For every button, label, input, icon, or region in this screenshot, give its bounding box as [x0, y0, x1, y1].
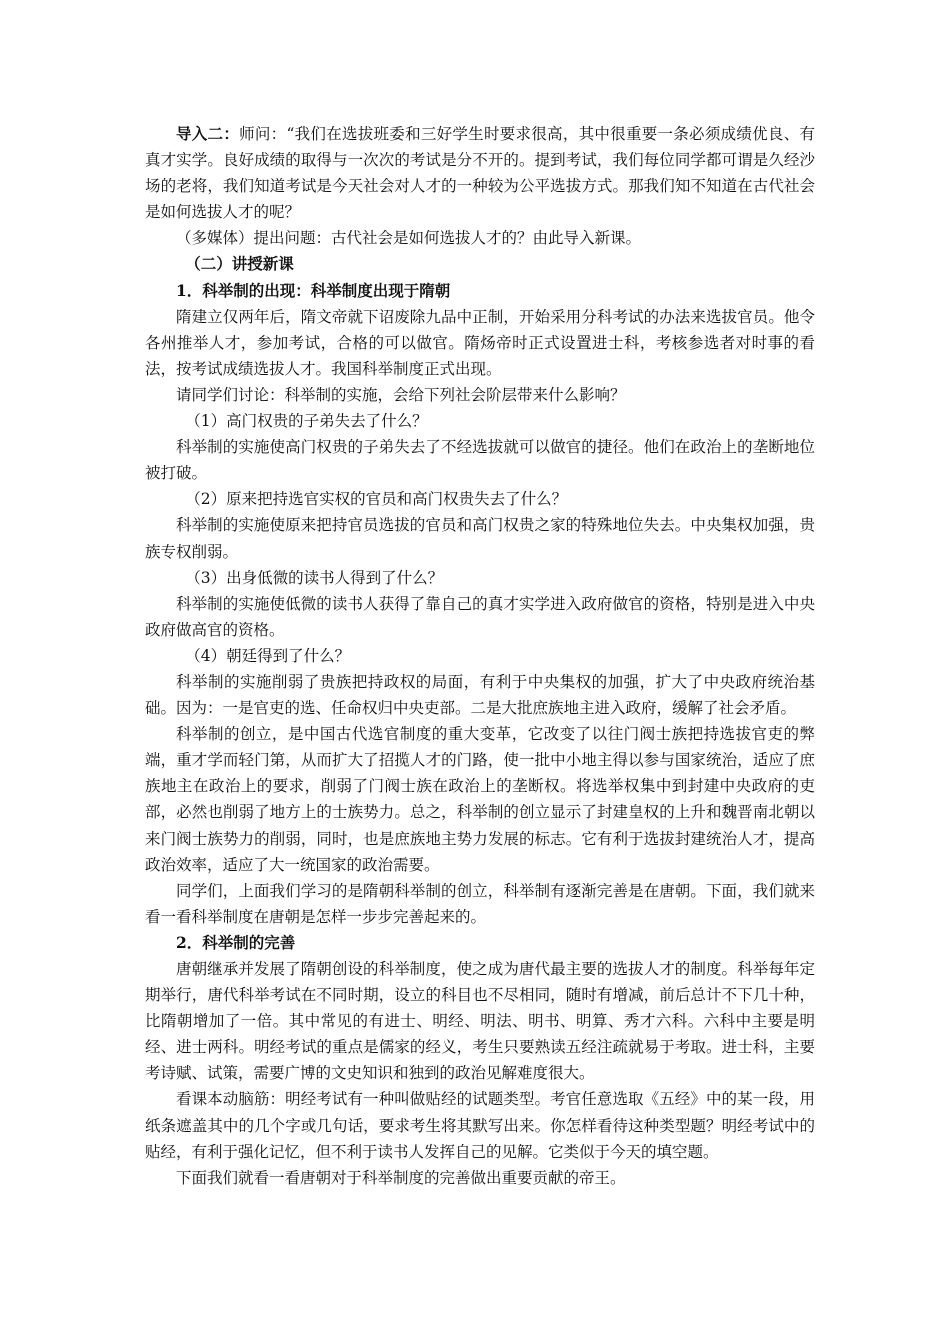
answer-3: 科举制的实施使低微的读书人获得了靠自己的真才实学进入政府做官的资格，特别是进入中央政府做高官的资格。 — [145, 594, 815, 639]
topic2-heading: 2．科举制的完善 — [176, 932, 296, 952]
answer-1: 科举制的实施使高门权贵的子弟失去了不经选拔就可以做官的捷径。他们在政治上的垄断地位被打破。 — [145, 438, 815, 483]
discussion-prompt: 请同学们讨论：科举制的实施，会给下列社会阶层带来什么影响？ — [176, 385, 626, 404]
question-1: （1）高门权贵的子弟失去了什么？ — [185, 412, 428, 431]
topic1-paragraph: 隋建立仅两年后，隋文帝就下诏废除九品中正制，开始采用分科考试的办法来选拔官员。他令各州推举人才，参加考试，合格的可以做官。隋炀帝时正式设置进士科，考核参选者对时事的看法，按考试成绩选拔人才。我国科举制度正式出现。 — [145, 307, 815, 378]
intro-text: 师问：“我们在选拔班委和三好学生时要求很高，其中很重要一条必须成绩优良、有真才实学。良好成绩的取得与一次次的考试是分不开的。提到考试，我们每位同学都可谓是久经沙场的老将，我们知道考试是今天社会对人才的一种较为公平选拔方式。那我们知不知道在古代社会是如何选拔人才的呢？ — [145, 125, 815, 222]
section-heading: （二）讲授新课 — [185, 254, 294, 274]
answer-2: 科举制的实施使原来把持官员选拔的官员和高门权贵之家的特殊地位失去。中央集权加强，贵族专权削弱。 — [145, 516, 815, 561]
transition-paragraph: 同学们，上面我们学习的是隋朝科举制的创立，科举制有逐渐完善是在唐朝。下面，我们就来看一看科举制度在唐朝是怎样一步步完善起来的。 — [145, 881, 815, 926]
question-2: （2）原来把持选官实权的官员和高门权贵失去了什么？ — [185, 490, 568, 509]
question-4: （4）朝廷得到了什么？ — [185, 646, 351, 665]
document-body — [145, 121, 815, 1191]
intro-label: 导入二： — [176, 124, 240, 143]
question-3: （3）出身低微的读书人得到了什么？ — [185, 568, 444, 587]
intro-paragraph — [145, 121, 815, 225]
topic2-paragraph-2: 看课本动脑筋：明经考试有一种叫做贴经的试题类型。考官任意选取《五经》中的某一段，用纸条遮盖其中的几个字或几句话，要求考生将其默写出来。你怎样看待这种类型题？明经考试中的贴经，有利于强化记忆，但不利于读书人发挥自己的见解。它类似于今天的填空题。 — [145, 1090, 815, 1161]
multimedia-paragraph: （多媒体）提出问题：古代社会是如何选拔人才的？由此导入新课。 — [176, 229, 642, 248]
topic2-paragraph-3: 下面我们就看一看唐朝对于科举制度的完善做出重要贡献的帝王。 — [176, 1168, 626, 1187]
topic1-heading: 1．科举制的出现：科举制度出现于隋朝 — [176, 280, 451, 300]
answer-4: 科举制的实施削弱了贵族把持政权的局面，有利于中央集权的加强，扩大了中央政府统治基础。因为：一是官吏的选、任命权归中央吏部。二是大批庶族地主进入政府，缓解了社会矛盾。 — [145, 672, 815, 718]
summary-paragraph: 科举制的创立，是中国古代选官制度的重大变革，它改变了以往门阀士族把持选拔官吏的弊端，重才学而轻门第，从而扩大了招揽人才的门路，使一批中小地主得以参与国家统治，适应了庶族地主在政治上的要求，削弱了门阀士族在政治上的垄断权。将选举权集中到封建中央政府的吏部，必然也削弱了地方上的士族势力。总之，科举制的创立显示了封建皇权的上升和魏晋南北朝以来门阀士族势力的削弱，同时，也是庶族地主势力发展的标志。它有利于选拔封建统治人才，提高政治效率，适应了大一统国家的政治需要。 — [145, 725, 815, 874]
topic2-paragraph-1: 唐朝继承并发展了隋朝创设的科举制度，使之成为唐代最主要的选拔人才的制度。科举每年定期举行，唐代科举考试在不同时期，设立的科目也不尽相同，随时有增减，前后总计不下几十种，比隋朝增加了一倍。其中常见的有进士、明经、明法、明书、明算、秀才六科。六科中主要是明经、进士两科。明经考试的重点是儒家的经义，考生只要熟读五经注疏就易于考取。进士科，主要考诗赋、试策，需要广博的文史知识和独到的政治见解难度很大。 — [145, 960, 815, 1083]
